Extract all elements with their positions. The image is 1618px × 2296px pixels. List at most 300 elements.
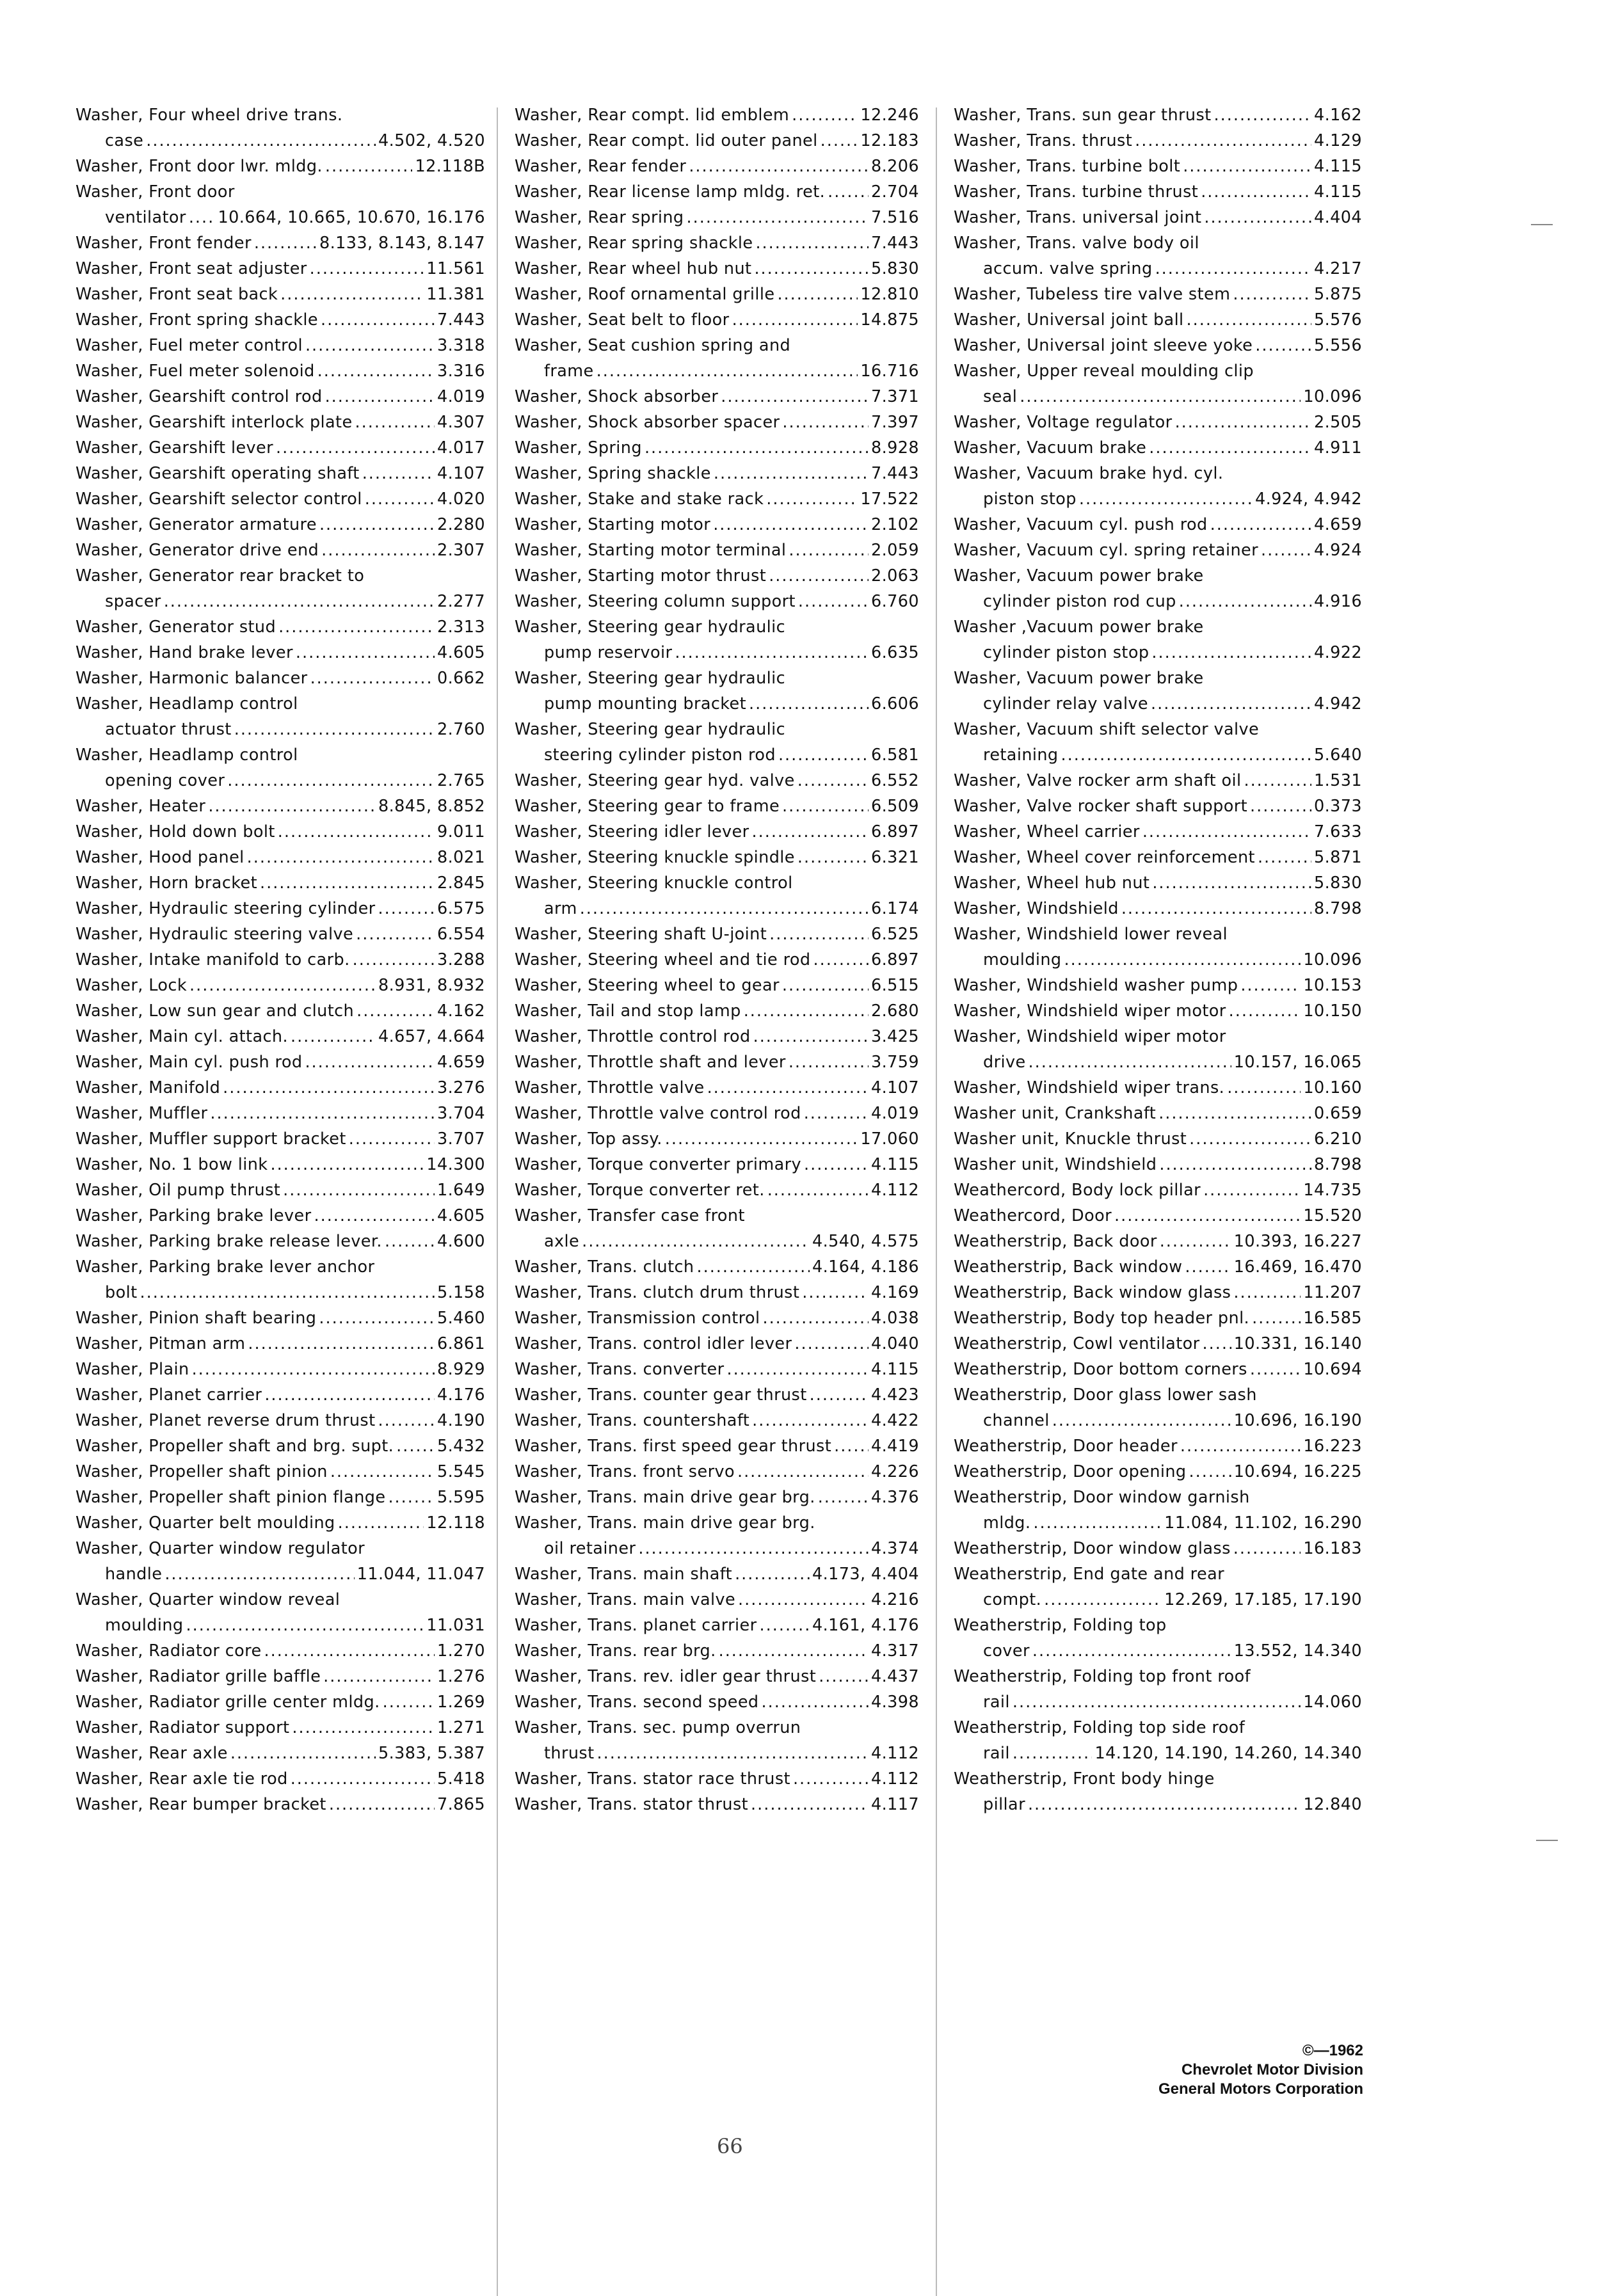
index-entry bbox=[954, 1024, 1362, 1075]
page-reference: 5.556 bbox=[1313, 336, 1362, 355]
entry-line bbox=[76, 947, 485, 973]
page-reference: 10.694 bbox=[1303, 1360, 1362, 1379]
entry-line bbox=[76, 1510, 485, 1536]
entry-line bbox=[515, 256, 919, 282]
dot-leader bbox=[777, 282, 858, 307]
dot-leader bbox=[1052, 1408, 1231, 1433]
entry-text: arm bbox=[544, 899, 577, 918]
entry-text: Washer, Main cyl. push rod bbox=[76, 1053, 303, 1072]
dot-leader bbox=[645, 435, 869, 461]
page-reference: 16.183 bbox=[1303, 1539, 1362, 1558]
dot-leader bbox=[769, 563, 869, 589]
entry-text: Washer, Gearshift interlock plate bbox=[76, 413, 353, 432]
dot-leader bbox=[1189, 1459, 1231, 1485]
index-entry bbox=[76, 870, 485, 896]
dot-leader bbox=[721, 384, 869, 410]
entry-line bbox=[515, 1357, 919, 1382]
index-entry bbox=[515, 589, 919, 614]
entry-line bbox=[954, 1536, 1362, 1561]
index-entry bbox=[515, 1638, 919, 1664]
index-entry bbox=[76, 947, 485, 973]
dot-leader bbox=[330, 1459, 435, 1485]
index-entry bbox=[76, 486, 485, 512]
entry-text: Washer, Steering wheel and tie rod bbox=[515, 950, 811, 969]
entry-line bbox=[515, 1229, 919, 1254]
dot-leader bbox=[1142, 819, 1311, 845]
entry-text: Washer, Wheel carrier bbox=[954, 822, 1140, 841]
entry-text: Washer, Front fender bbox=[76, 234, 252, 253]
entry-text: Washer, Oil pump thrust bbox=[76, 1181, 281, 1200]
entry-text: pump reservoir bbox=[544, 643, 673, 662]
index-entry bbox=[515, 1382, 919, 1408]
entry-text: Washer, Steering shaft U-joint bbox=[515, 925, 767, 944]
index-entry bbox=[515, 819, 919, 845]
index-entry bbox=[515, 1792, 919, 1817]
dot-leader bbox=[1240, 973, 1301, 998]
index-entry bbox=[76, 1075, 485, 1101]
entry-line bbox=[76, 538, 485, 563]
entry-text: Washer, Vacuum cyl. spring retainer bbox=[954, 541, 1258, 560]
page-reference: 14.735 bbox=[1303, 1181, 1362, 1200]
index-entry bbox=[76, 461, 485, 486]
page-reference: 5.576 bbox=[1313, 310, 1362, 330]
index-entry bbox=[76, 230, 485, 256]
dot-leader bbox=[396, 1433, 435, 1459]
dot-leader bbox=[247, 845, 435, 870]
entry-line bbox=[515, 691, 919, 717]
entry-text: Washer, Planet carrier bbox=[76, 1385, 262, 1405]
dot-leader bbox=[792, 102, 858, 128]
entry-text: Washer, Harmonic balancer bbox=[76, 669, 308, 688]
entry-text: Washer, Planet reverse drum thrust bbox=[76, 1411, 376, 1430]
dot-leader bbox=[1151, 691, 1311, 717]
entry-text: Washer, Lock bbox=[76, 976, 187, 995]
page-reference: 4.437 bbox=[870, 1667, 919, 1686]
page-reference: 15.520 bbox=[1303, 1206, 1362, 1225]
entry-text: Washer, Radiator grille center mldg. bbox=[76, 1693, 380, 1712]
page-reference: 6.515 bbox=[870, 976, 919, 995]
entry-text: ventilator bbox=[105, 208, 186, 227]
page-reference: 4.226 bbox=[870, 1462, 919, 1481]
entry-text: Washer, Hydraulic steering cylinder bbox=[76, 899, 376, 918]
page-reference: 4.916 bbox=[1313, 592, 1362, 611]
page-reference: 4.017 bbox=[437, 438, 485, 458]
entry-heading: Washer, Trans. sec. pump overrun bbox=[515, 1718, 801, 1737]
entry-line bbox=[954, 154, 1362, 179]
dot-leader bbox=[813, 947, 869, 973]
entry-text: Washer, Radiator core bbox=[76, 1641, 262, 1661]
entry-text: Washer, Windshield wiper trans. bbox=[954, 1078, 1225, 1097]
page-reference: 4.115 bbox=[1313, 182, 1362, 202]
index-entry bbox=[76, 845, 485, 870]
publisher-division: Chevrolet Motor Division bbox=[1181, 2061, 1363, 2078]
page-reference: 8.929 bbox=[437, 1360, 485, 1379]
page-reference: 4.216 bbox=[870, 1590, 919, 1609]
entry-line bbox=[515, 1689, 919, 1715]
entry-line bbox=[954, 1305, 1362, 1331]
dot-leader bbox=[278, 819, 435, 845]
entry-text: Washer, Seat belt to floor bbox=[515, 310, 730, 330]
entry-text: Washer, Trans. clutch drum thrust bbox=[515, 1283, 800, 1302]
entry-line bbox=[954, 1408, 1362, 1433]
entry-line bbox=[515, 1075, 919, 1101]
index-entry bbox=[76, 1126, 485, 1152]
entry-text: Washer, Gearshift selector control bbox=[76, 490, 362, 509]
index-entry bbox=[954, 1766, 1362, 1817]
dot-leader bbox=[260, 870, 435, 896]
entry-line bbox=[515, 1177, 919, 1203]
page-reference: 14.300 bbox=[426, 1155, 485, 1174]
entry-heading: Washer ,Vacuum power brake bbox=[954, 618, 1204, 637]
entry-line bbox=[515, 1792, 919, 1817]
page-reference: 6.861 bbox=[437, 1334, 485, 1353]
entry-text: Washer, Main cyl. attach. bbox=[76, 1027, 288, 1046]
index-entry bbox=[76, 1536, 485, 1587]
index-entry bbox=[76, 1485, 485, 1510]
index-entry bbox=[76, 1792, 485, 1817]
page-reference: 4.404 bbox=[1313, 208, 1362, 227]
index-entry bbox=[954, 845, 1362, 870]
entry-text: Washer, Rear spring bbox=[515, 208, 684, 227]
page-reference: 6.525 bbox=[870, 925, 919, 944]
dot-leader bbox=[208, 793, 376, 819]
index-entry bbox=[76, 998, 485, 1024]
entry-text: frame bbox=[544, 362, 594, 381]
entry-line bbox=[954, 256, 1362, 282]
entry-line bbox=[515, 1305, 919, 1331]
entry-text: Washer, Fuel meter control bbox=[76, 336, 303, 355]
index-entry bbox=[76, 179, 485, 230]
dot-leader bbox=[296, 640, 435, 666]
dot-leader bbox=[797, 845, 869, 870]
entry-text: Washer, Steering column support bbox=[515, 592, 796, 611]
index-entry bbox=[76, 512, 485, 538]
entry-line bbox=[515, 768, 919, 793]
entry-line bbox=[515, 358, 919, 384]
index-entry bbox=[515, 666, 919, 717]
index-entry bbox=[76, 563, 485, 614]
dot-leader bbox=[821, 128, 858, 154]
entry-text: Washer unit, Crankshaft bbox=[954, 1104, 1157, 1123]
index-entry bbox=[515, 384, 919, 410]
page-reference: 4.112 bbox=[870, 1744, 919, 1763]
page-reference: 6.581 bbox=[870, 745, 919, 765]
dot-leader bbox=[164, 1561, 354, 1587]
entry-line bbox=[76, 1280, 485, 1305]
dot-leader bbox=[732, 307, 858, 333]
entry-line bbox=[515, 1587, 919, 1613]
index-entry bbox=[76, 307, 485, 333]
entry-text: Washer, Transmission control bbox=[515, 1309, 760, 1328]
page-reference: 4.423 bbox=[870, 1385, 919, 1405]
page-reference: 11.084, 11.102, 16.290 bbox=[1164, 1513, 1362, 1533]
index-entry bbox=[954, 461, 1362, 512]
index-entry bbox=[954, 307, 1362, 333]
entry-text: Washer, Windshield bbox=[954, 899, 1119, 918]
entry-line bbox=[76, 461, 485, 486]
index-entry bbox=[76, 1049, 485, 1075]
page-reference: 4.502, 4.520 bbox=[378, 131, 485, 150]
page-reference: 1.271 bbox=[437, 1718, 485, 1737]
entry-text: Washer, Trans. clutch bbox=[515, 1257, 694, 1277]
entry-line bbox=[76, 614, 485, 640]
entry-text: Washer, Trans. main shaft bbox=[515, 1565, 733, 1584]
entry-text: Washer, Steering wheel to gear bbox=[515, 976, 780, 995]
page-reference: 4.107 bbox=[870, 1078, 919, 1097]
page-reference: 3.288 bbox=[437, 950, 485, 969]
entry-text: Washer, Trans. turbine bolt bbox=[954, 157, 1181, 176]
entry-text: axle bbox=[544, 1232, 580, 1251]
dot-leader bbox=[1180, 1433, 1301, 1459]
page-reference: 3.759 bbox=[870, 1053, 919, 1072]
dot-leader bbox=[1250, 1357, 1301, 1382]
index-entry bbox=[76, 102, 485, 154]
dot-leader bbox=[1187, 307, 1311, 333]
entry-line bbox=[515, 282, 919, 307]
entry-line bbox=[954, 768, 1362, 793]
entry-text: Washer, Steering gear to frame bbox=[515, 797, 780, 816]
page-reference: 16.223 bbox=[1303, 1437, 1362, 1456]
entry-text: compt. bbox=[983, 1590, 1042, 1609]
page-reference: 7.371 bbox=[870, 387, 919, 406]
index-entry bbox=[515, 947, 919, 973]
index-entry bbox=[954, 538, 1362, 563]
copyright-block bbox=[1088, 2041, 1363, 2099]
index-entry bbox=[954, 1357, 1362, 1382]
page-reference: 4.020 bbox=[437, 490, 485, 509]
dot-leader bbox=[292, 1715, 435, 1741]
entry-text: Washer, Trans. stator thrust bbox=[515, 1795, 749, 1814]
index-entry bbox=[515, 1152, 919, 1177]
dot-leader bbox=[323, 1664, 435, 1689]
entry-line bbox=[954, 1510, 1362, 1536]
page-reference: 2.313 bbox=[437, 618, 485, 637]
dot-leader bbox=[310, 666, 435, 691]
dot-leader bbox=[804, 1101, 869, 1126]
page-reference: 0.662 bbox=[437, 669, 485, 688]
entry-text: Washer, Trans. rear brg. bbox=[515, 1641, 716, 1661]
index-entry bbox=[515, 1459, 919, 1485]
page-reference: 4.162 bbox=[1313, 106, 1362, 125]
page-reference: 6.897 bbox=[870, 950, 919, 969]
page-reference: 6.174 bbox=[870, 899, 919, 918]
index-entry bbox=[515, 128, 919, 154]
entry-line bbox=[76, 793, 485, 819]
index-entry bbox=[515, 256, 919, 282]
index-entry bbox=[515, 717, 919, 768]
dot-leader bbox=[1258, 845, 1311, 870]
entry-text: seal bbox=[983, 387, 1018, 406]
entry-line bbox=[954, 128, 1362, 154]
entry-line bbox=[515, 1024, 919, 1049]
entry-heading: Washer, Steering knuckle control bbox=[515, 873, 793, 893]
dot-leader bbox=[1233, 1280, 1301, 1305]
page-reference: 4.019 bbox=[870, 1104, 919, 1123]
dot-leader bbox=[314, 1203, 435, 1229]
dot-leader bbox=[834, 1433, 869, 1459]
dot-leader bbox=[797, 768, 869, 793]
column-divider bbox=[497, 108, 498, 2296]
entry-text: Washer, Trans. converter bbox=[515, 1360, 725, 1379]
index-entry bbox=[954, 1280, 1362, 1305]
entry-line bbox=[954, 384, 1362, 410]
entry-line bbox=[515, 205, 919, 230]
page-reference: 2.307 bbox=[437, 541, 485, 560]
dot-leader bbox=[1061, 742, 1311, 768]
margin-mark bbox=[1536, 1840, 1558, 1841]
page-reference: 6.554 bbox=[437, 925, 485, 944]
index-entry bbox=[954, 819, 1362, 845]
entry-line bbox=[515, 1280, 919, 1305]
index-entry bbox=[76, 1024, 485, 1049]
dot-leader bbox=[1229, 998, 1301, 1024]
entry-text: Washer, Propeller shaft and brg. supt. bbox=[76, 1437, 394, 1456]
index-entry bbox=[515, 1024, 919, 1049]
page-reference: 5.640 bbox=[1313, 745, 1362, 765]
dot-leader bbox=[278, 614, 435, 640]
dot-leader bbox=[755, 230, 869, 256]
index-entry bbox=[515, 563, 919, 589]
index-entry bbox=[76, 333, 485, 358]
page-reference: 12.118 bbox=[426, 1513, 485, 1533]
dot-leader bbox=[1175, 410, 1311, 435]
index-entry bbox=[515, 1433, 919, 1459]
index-entry bbox=[954, 563, 1362, 614]
page-reference: 5.383, 5.387 bbox=[378, 1744, 485, 1763]
page-reference: 4.129 bbox=[1313, 131, 1362, 150]
page-reference: 4.161, 4.176 bbox=[812, 1616, 919, 1635]
entry-text: Washer, Horn bracket bbox=[76, 873, 257, 893]
column-divider bbox=[936, 108, 937, 2296]
index-entry bbox=[515, 1715, 919, 1766]
page-reference: 11.031 bbox=[426, 1616, 485, 1635]
page-reference: 4.924 bbox=[1313, 541, 1362, 560]
page-reference: 8.845, 8.852 bbox=[378, 797, 485, 816]
entry-text: Washer, Front seat adjuster bbox=[76, 259, 307, 278]
entry-line bbox=[515, 1766, 919, 1792]
index-entry bbox=[76, 973, 485, 998]
page-reference: 11.561 bbox=[426, 259, 485, 278]
page-reference: 11.044, 11.047 bbox=[356, 1565, 485, 1584]
entry-line bbox=[954, 486, 1362, 512]
page-reference: 4.419 bbox=[870, 1437, 919, 1456]
index-entry bbox=[76, 1382, 485, 1408]
entry-line bbox=[954, 896, 1362, 921]
entry-text: Washer, Steering gear hyd. valve bbox=[515, 771, 795, 790]
entry-text: Washer, Intake manifold to carb. bbox=[76, 950, 350, 969]
page-reference: 4.190 bbox=[437, 1411, 485, 1430]
entry-text: Washer, Universal joint ball bbox=[954, 310, 1184, 330]
entry-text: Weatherstrip, Door bottom corners bbox=[954, 1360, 1247, 1379]
entry-line bbox=[954, 282, 1362, 307]
dot-leader bbox=[378, 1408, 435, 1433]
entry-text: Washer, Hydraulic steering valve bbox=[76, 925, 354, 944]
page-reference: 4.924, 4.942 bbox=[1254, 490, 1362, 509]
index-entry bbox=[76, 691, 485, 742]
entry-text: channel bbox=[983, 1411, 1050, 1430]
dot-leader bbox=[744, 998, 869, 1024]
index-entry bbox=[515, 1766, 919, 1792]
entry-text: actuator thrust bbox=[105, 720, 232, 739]
page-reference: 4.540, 4.575 bbox=[812, 1232, 919, 1251]
entry-line bbox=[954, 1101, 1362, 1126]
dot-leader bbox=[738, 1587, 869, 1613]
entry-line bbox=[515, 589, 919, 614]
entry-line bbox=[76, 1664, 485, 1689]
entry-line bbox=[954, 870, 1362, 896]
dot-leader bbox=[1233, 282, 1311, 307]
entry-line bbox=[76, 819, 485, 845]
index-entry bbox=[954, 102, 1362, 128]
entry-text: Washer, Gearshift control rod bbox=[76, 387, 323, 406]
entry-line bbox=[76, 640, 485, 666]
dot-leader bbox=[305, 333, 435, 358]
page-reference: 8.021 bbox=[437, 848, 485, 867]
entry-line bbox=[76, 512, 485, 538]
dot-leader bbox=[319, 1305, 435, 1331]
entry-text: Washer, No. 1 bow link bbox=[76, 1155, 268, 1174]
dot-leader bbox=[752, 1408, 869, 1433]
entry-line bbox=[76, 973, 485, 998]
index-entry bbox=[515, 973, 919, 998]
page-reference: 7.865 bbox=[437, 1795, 485, 1814]
dot-leader bbox=[1121, 896, 1311, 921]
dot-leader bbox=[365, 486, 435, 512]
entry-heading: Washer, Steering gear hydraulic bbox=[515, 618, 786, 637]
page-reference: 4.173, 4.404 bbox=[812, 1565, 919, 1584]
page-reference: 5.871 bbox=[1313, 848, 1362, 867]
entry-line bbox=[76, 768, 485, 793]
entry-line bbox=[76, 358, 485, 384]
index-entry bbox=[515, 230, 919, 256]
index-entry bbox=[954, 793, 1362, 819]
entry-text: Washer, Windshield wiper motor bbox=[954, 1001, 1226, 1021]
entry-line bbox=[76, 1024, 485, 1049]
entry-line bbox=[515, 1485, 919, 1510]
dot-leader bbox=[819, 1664, 869, 1689]
index-entry bbox=[76, 1254, 485, 1305]
entry-line bbox=[515, 384, 919, 410]
page-reference: 6.606 bbox=[870, 694, 919, 714]
index-entry bbox=[515, 512, 919, 538]
index-entry bbox=[76, 1357, 485, 1382]
dot-leader bbox=[597, 358, 858, 384]
entry-line bbox=[954, 793, 1362, 819]
dot-leader bbox=[687, 205, 869, 230]
index-entry bbox=[954, 614, 1362, 666]
index-entry bbox=[515, 921, 919, 947]
entry-heading: Washer, Vacuum shift selector valve bbox=[954, 720, 1260, 739]
index-entry bbox=[954, 128, 1362, 154]
entry-heading: Washer, Seat cushion spring and bbox=[515, 336, 791, 355]
dot-leader bbox=[1201, 179, 1311, 205]
dot-leader bbox=[804, 1152, 869, 1177]
page-reference: 2.505 bbox=[1313, 413, 1362, 432]
dot-leader bbox=[254, 230, 317, 256]
dot-leader bbox=[802, 1280, 869, 1305]
entry-text: Washer, Trans. control idler lever bbox=[515, 1334, 792, 1353]
dot-leader bbox=[767, 1177, 869, 1203]
dot-leader bbox=[1020, 384, 1301, 410]
entry-text: pillar bbox=[983, 1795, 1025, 1814]
page-reference: 10.096 bbox=[1303, 387, 1362, 406]
entry-line bbox=[515, 1613, 919, 1638]
page-reference: 3.707 bbox=[437, 1129, 485, 1149]
index-entry bbox=[515, 1485, 919, 1510]
index-entry bbox=[515, 1203, 919, 1254]
page-reference: 4.374 bbox=[870, 1539, 919, 1558]
page-reference: 6.552 bbox=[870, 771, 919, 790]
